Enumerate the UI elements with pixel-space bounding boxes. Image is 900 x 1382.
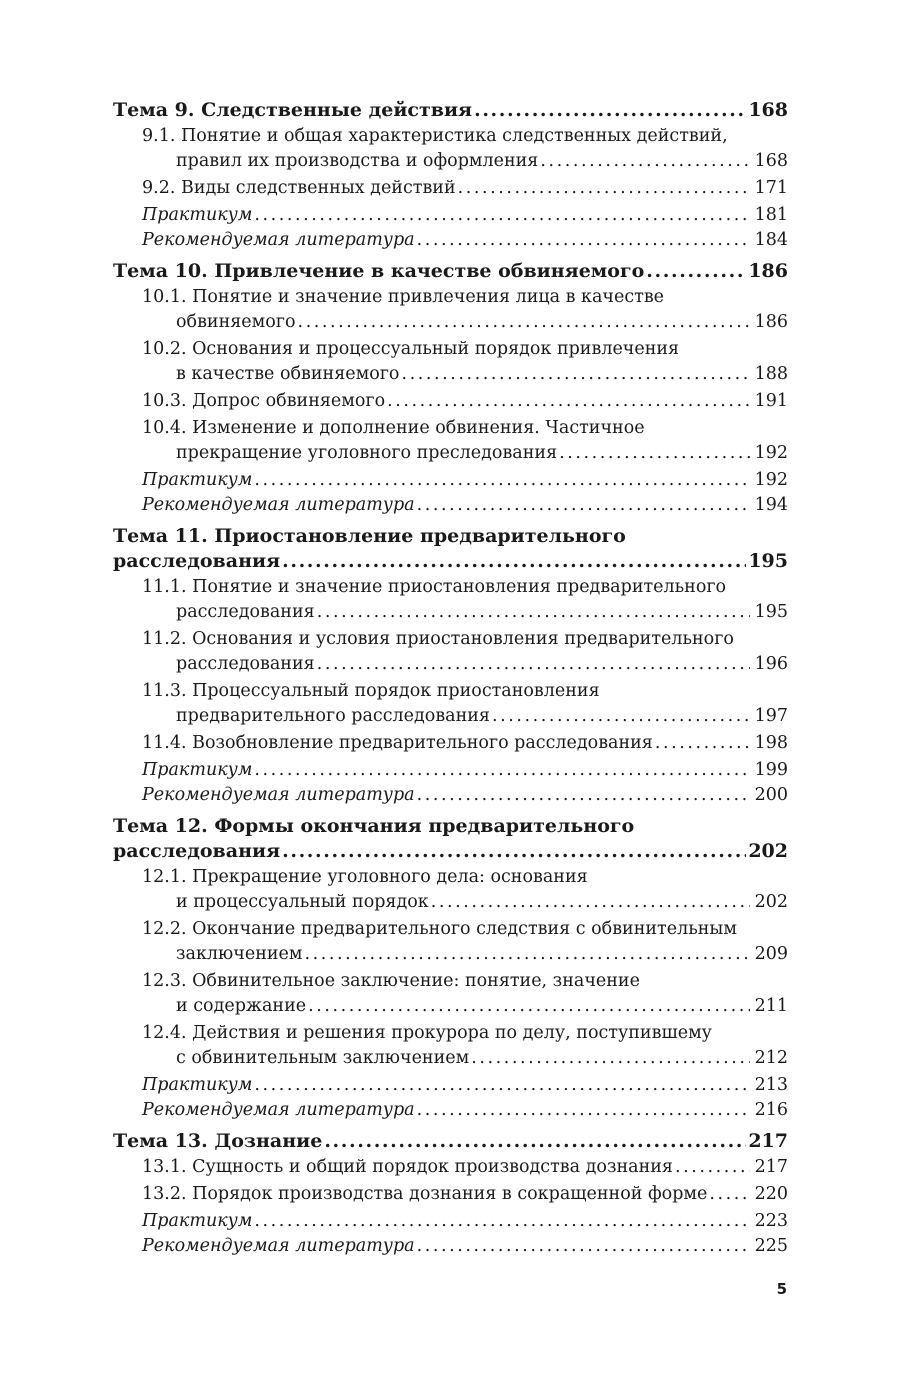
topic-entries: [113, 124, 788, 253]
entry-page-number: 202: [754, 892, 788, 912]
entry-line: [142, 627, 788, 652]
entry-line: [142, 337, 788, 362]
entry-text: обвиняемого: [176, 312, 296, 332]
toc-entry: [113, 969, 788, 1019]
toc-topic: [113, 1129, 788, 1259]
toc-literature: [113, 1234, 788, 1259]
entry-line: [142, 994, 788, 1019]
dot-leader: [431, 890, 750, 915]
entry-line: [142, 890, 788, 915]
entry-line: [142, 203, 788, 228]
topic-title-line: [113, 814, 788, 839]
dot-leader: [471, 1046, 750, 1071]
topic-page-number: 168: [748, 99, 788, 121]
dot-leader: [458, 176, 750, 201]
entry-line: [142, 149, 788, 174]
dot-leader: [709, 1182, 750, 1207]
entry-line: [142, 362, 788, 387]
entry-line: [142, 441, 788, 466]
dot-leader: [282, 839, 746, 864]
entry-line: [142, 285, 788, 310]
toc-entry: [113, 917, 788, 967]
toc-topic: [113, 814, 788, 1123]
dot-leader: [317, 600, 750, 625]
toc-entry: [113, 124, 788, 174]
toc-entry: [113, 176, 788, 201]
dot-leader: [305, 942, 751, 967]
entry-text: правил их производства и оформления: [176, 151, 539, 171]
topic-title-line: [113, 839, 788, 864]
entry-line: [142, 758, 788, 783]
topic-title-line: [113, 98, 788, 123]
toc-literature: [113, 228, 788, 253]
entry-text: 12.1. Прекращение уголовного дела: основания: [142, 867, 588, 887]
entry-page-number: 198: [754, 733, 788, 753]
dot-leader: [492, 704, 750, 729]
toc-entry: [113, 731, 788, 756]
toc-entry: [113, 389, 788, 414]
toc-topic: [113, 259, 788, 518]
toc-entry: [113, 1021, 788, 1071]
entry-page-number: 217: [754, 1157, 788, 1177]
dot-leader: [540, 149, 750, 174]
entry-line: [142, 1209, 788, 1234]
toc-practicum: [113, 1073, 788, 1098]
entry-line: [142, 124, 788, 149]
literature-label: Рекомендуемая литература: [142, 230, 415, 250]
topic-page-number: 195: [748, 550, 788, 572]
entry-text: 9.1. Понятие и общая характеристика следственных действий,: [142, 126, 728, 146]
toc-entry: [113, 1182, 788, 1207]
topic-entries: [113, 285, 788, 518]
topic-title-text: Тема 10. Привлечение в качестве обвиняемого: [113, 260, 645, 282]
topic-title-text: Тема 12. Формы окончания предварительного: [113, 815, 635, 837]
topic-title-line: [113, 524, 788, 549]
practicum-page-number: 213: [754, 1075, 788, 1095]
practicum-label: Практикум: [142, 760, 253, 780]
entry-line: [142, 1234, 788, 1259]
entry-line: [142, 731, 788, 756]
entry-line: [142, 969, 788, 994]
toc-practicum: [113, 1209, 788, 1234]
toc-topic: [113, 524, 788, 808]
dot-leader: [474, 98, 746, 123]
toc-entry: [113, 1155, 788, 1180]
entry-text: 11.3. Процессуальный порядок приостановления: [142, 681, 600, 701]
entry-line: [142, 652, 788, 677]
entry-text: 9.2. Виды следственных действий: [142, 178, 456, 198]
literature-label: Рекомендуемая литература: [142, 785, 415, 805]
entry-text: в качестве обвиняемого: [176, 364, 400, 384]
entry-text: прекращение уголовного преследования: [176, 443, 558, 463]
entry-line: [142, 389, 788, 414]
entry-page-number: 191: [754, 391, 788, 411]
toc-practicum: [113, 203, 788, 228]
practicum-label: Практикум: [142, 1075, 253, 1095]
topic-entries: [113, 865, 788, 1123]
entry-text: 12.2. Окончание предварительного следствия с обвинительным: [142, 919, 737, 939]
entry-line: [142, 468, 788, 493]
dot-leader: [254, 203, 750, 228]
practicum-page-number: 223: [754, 1211, 788, 1231]
literature-page-number: 194: [754, 495, 788, 515]
dot-leader: [317, 652, 750, 677]
entry-text: 13.1. Сущность и общий порядок производства дознания: [142, 1157, 673, 1177]
topic-title-text: расследования: [113, 840, 281, 862]
entry-page-number: 209: [754, 944, 788, 964]
topic-title-line: [113, 259, 788, 284]
topic-title-line: [113, 1129, 788, 1154]
entry-page-number: 211: [754, 996, 788, 1016]
entry-text: 11.2. Основания и условия приостановления предварительного: [142, 629, 734, 649]
toc-literature: [113, 1098, 788, 1123]
dot-leader: [417, 1234, 750, 1259]
topic-title-text: Тема 9. Следственные действия: [113, 99, 473, 121]
dot-leader: [387, 389, 750, 414]
practicum-label: Практикум: [142, 470, 253, 490]
toc-entry: [113, 865, 788, 915]
entry-text: 13.2. Порядок производства дознания в сокращенной форме: [142, 1184, 708, 1204]
dot-leader: [417, 228, 750, 253]
entry-line: [142, 1098, 788, 1123]
topic-title-text: Тема 11. Приостановление предварительного: [113, 525, 626, 547]
toc-entry: [113, 627, 788, 677]
entry-page-number: 168: [754, 151, 788, 171]
dot-leader: [417, 1098, 750, 1123]
entry-page-number: 195: [754, 602, 788, 622]
dot-leader: [254, 468, 750, 493]
entry-text: 11.1. Понятие и значение приостановления предварительного: [142, 577, 727, 597]
topic-heading: [113, 814, 788, 864]
entry-line: [142, 1021, 788, 1046]
dot-leader: [559, 441, 750, 466]
literature-label: Рекомендуемая литература: [142, 495, 415, 515]
dot-leader: [324, 1129, 746, 1154]
entry-line: [142, 865, 788, 890]
topic-title-text: расследования: [113, 550, 281, 572]
entry-text: и содержание: [176, 996, 307, 1016]
entry-line: [142, 1155, 788, 1180]
entry-text: расследования: [176, 602, 315, 622]
toc-literature: [113, 783, 788, 808]
literature-label: Рекомендуемая литература: [142, 1236, 415, 1256]
topic-entries: [113, 575, 788, 808]
entry-line: [142, 228, 788, 253]
entry-page-number: 212: [754, 1048, 788, 1068]
practicum-label: Практикум: [142, 1211, 253, 1231]
topic-entries: [113, 1155, 788, 1259]
entry-line: [142, 917, 788, 942]
entry-line: [142, 600, 788, 625]
entry-page-number: 197: [754, 706, 788, 726]
entry-line: [142, 176, 788, 201]
dot-leader: [254, 758, 750, 783]
entry-page-number: 220: [754, 1184, 788, 1204]
toc-entry: [113, 337, 788, 387]
topic-page-number: 186: [748, 260, 788, 282]
entry-page-number: 186: [754, 312, 788, 332]
toc-entry: [113, 679, 788, 729]
entry-line: [142, 1046, 788, 1071]
practicum-page-number: 192: [754, 470, 788, 490]
toc-entry: [113, 575, 788, 625]
topic-heading: [113, 98, 788, 123]
dot-leader: [254, 1209, 750, 1234]
dot-leader: [308, 994, 750, 1019]
entry-line: [142, 1073, 788, 1098]
entry-text: 10.3. Допрос обвиняемого: [142, 391, 386, 411]
entry-line: [142, 310, 788, 335]
literature-label: Рекомендуемая литература: [142, 1100, 415, 1120]
topic-heading: [113, 1129, 788, 1154]
entry-page-number: 196: [754, 654, 788, 674]
entry-line: [142, 575, 788, 600]
entry-page-number: 188: [754, 364, 788, 384]
dot-leader: [417, 493, 750, 518]
dot-leader: [646, 259, 746, 284]
entry-text: заключением: [176, 944, 303, 964]
entry-text: 11.4. Возобновление предварительного расследования: [142, 733, 653, 753]
toc-practicum: [113, 758, 788, 783]
entry-page-number: 171: [754, 178, 788, 198]
entry-text: 10.4. Изменение и дополнение обвинения. Частичное: [142, 418, 645, 438]
toc-topic: [113, 98, 788, 253]
literature-page-number: 184: [754, 230, 788, 250]
toc-entry: [113, 416, 788, 466]
entry-text: 10.1. Понятие и значение привлечения лица в качестве: [142, 287, 665, 307]
entry-line: [142, 493, 788, 518]
page-number: 5: [776, 1280, 787, 1298]
entry-text: и процессуальный порядок: [176, 892, 429, 912]
topic-page-number: 202: [748, 840, 788, 862]
dot-leader: [417, 783, 750, 808]
entry-text: расследования: [176, 654, 315, 674]
entry-line: [142, 1182, 788, 1207]
entry-line: [142, 416, 788, 441]
toc-entry: [113, 285, 788, 335]
entry-line: [142, 942, 788, 967]
toc-practicum: [113, 468, 788, 493]
entry-text: предварительного расследования: [176, 706, 490, 726]
literature-page-number: 216: [754, 1100, 788, 1120]
topic-page-number: 217: [748, 1130, 788, 1152]
topic-heading: [113, 524, 788, 574]
dot-leader: [655, 731, 750, 756]
dot-leader: [675, 1155, 750, 1180]
dot-leader: [254, 1073, 750, 1098]
table-of-contents: [113, 98, 788, 1265]
dot-leader: [282, 549, 746, 574]
entry-line: [142, 679, 788, 704]
entry-text: 12.3. Обвинительное заключение: понятие, значение: [142, 971, 640, 991]
literature-page-number: 200: [754, 785, 788, 805]
entry-text: 10.2. Основания и процессуальный порядок привлечения: [142, 339, 680, 359]
entry-line: [142, 704, 788, 729]
topic-heading: [113, 259, 788, 284]
practicum-page-number: 199: [754, 760, 788, 780]
dot-leader: [401, 362, 750, 387]
dot-leader: [298, 310, 750, 335]
practicum-page-number: 181: [754, 205, 788, 225]
practicum-label: Практикум: [142, 205, 253, 225]
literature-page-number: 225: [754, 1236, 788, 1256]
entry-page-number: 192: [754, 443, 788, 463]
topic-title-line: [113, 549, 788, 574]
entry-text: с обвинительным заключением: [176, 1048, 470, 1068]
entry-line: [142, 783, 788, 808]
toc-literature: [113, 493, 788, 518]
entry-text: 12.4. Действия и решения прокурора по делу, поступившему: [142, 1023, 712, 1043]
topic-title-text: Тема 13. Дознание: [113, 1130, 323, 1152]
